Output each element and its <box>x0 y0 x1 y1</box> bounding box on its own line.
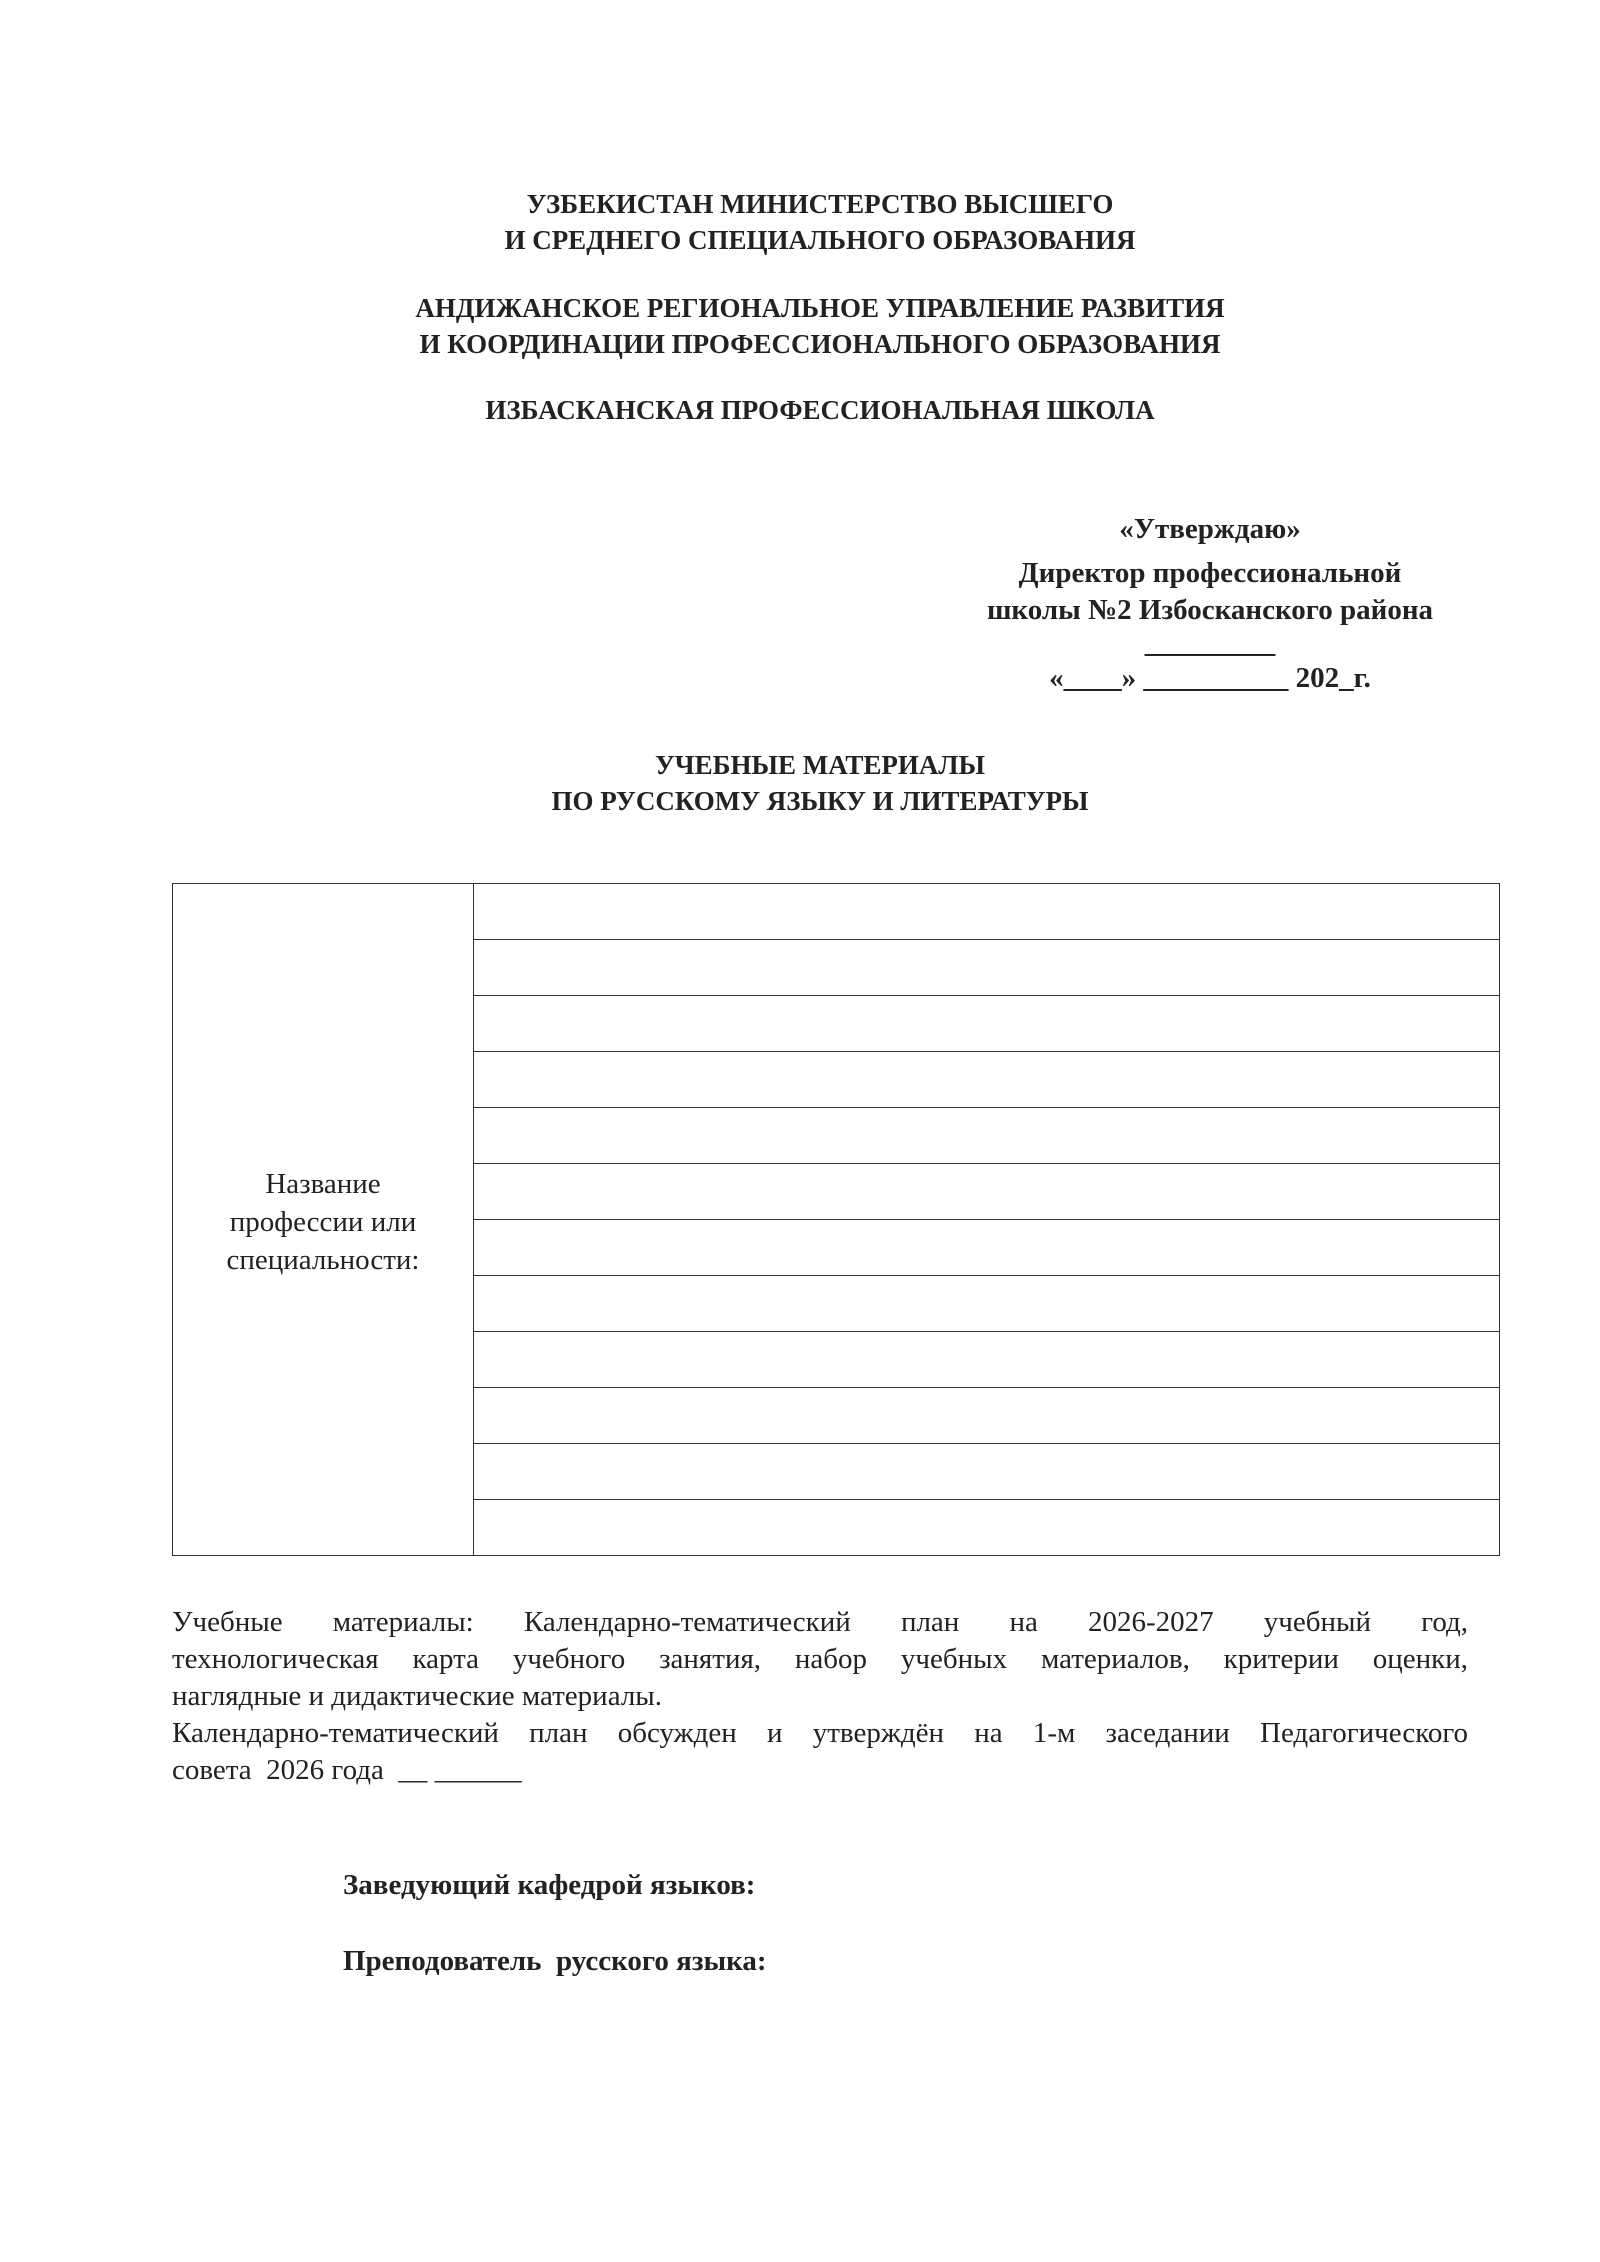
profession-entry-cell <box>474 1388 1500 1444</box>
title-line-2: ПО РУССКОМУ ЯЗЫКУ И ЛИТЕРАТУРЫ <box>551 786 1089 816</box>
profession-entry-cell <box>474 1052 1500 1108</box>
profession-entry-cell <box>474 996 1500 1052</box>
profession-table <box>172 883 1500 1556</box>
school-name: ИЗБАСКАНСКАЯ ПРОФЕССИОНАЛЬНАЯ ШКОЛА <box>485 395 1155 425</box>
profession-label-line-1: Название <box>265 1167 381 1200</box>
department-line-1: АНДИЖАНСКОЕ РЕГИОНАЛЬНОЕ УПРАВЛЕНИЕ РАЗВИТИЯ <box>415 293 1225 323</box>
ministry-line-2: И СРЕДНЕГО СПЕЦИАЛЬНОГО ОБРАЗОВАНИЯ <box>504 225 1136 255</box>
paragraph-line: технологическая карта учебного занятия, набор учебных материалов, критерии оценки, <box>172 1643 1468 1675</box>
approval-date-line: «____» __________ 202_г. <box>1049 662 1371 694</box>
head-of-department-signature: Заведующий кафедрой языков: <box>343 1869 756 1901</box>
profession-entry-cell <box>474 1332 1500 1388</box>
profession-label-line-3: специальности: <box>226 1243 420 1276</box>
paragraph-line: наглядные и дидактические материалы. <box>172 1680 663 1712</box>
approval-position-line-2: школы №2 Избосканского района <box>986 594 1434 626</box>
ministry-header <box>0 186 1600 258</box>
paragraph-line: Календарно-тематический план обсужден и утверждён на 1-м заседании Педагогического <box>172 1717 1468 1749</box>
approval-position-line-1: Директор профессиональной <box>1018 557 1402 589</box>
approve-word: «Утверждаю» <box>1119 513 1301 545</box>
title-line-1: УЧЕБНЫЕ МАТЕРИАЛЫ <box>654 750 985 780</box>
ministry-line-1: УЗБЕКИСТАН МИНИСТЕРСТВО ВЫСШЕГО <box>526 189 1114 219</box>
profession-entry-cell <box>474 1276 1500 1332</box>
profession-entry-cell <box>474 884 1500 940</box>
table-row <box>173 884 1500 940</box>
profession-entry-cell <box>474 1220 1500 1276</box>
materials-description <box>172 1604 1468 1789</box>
paragraph-line: совета 2026 года __ ______ <box>172 1754 522 1786</box>
school-header <box>0 392 1600 428</box>
profession-label-line-2: профессии или <box>229 1205 417 1238</box>
department-header <box>0 290 1600 362</box>
paragraph-line: Учебные материалы: Календарно-тематический план на 2026-2027 учебный год, <box>172 1606 1468 1638</box>
profession-entry-cell <box>474 1444 1500 1500</box>
profession-entry-cell <box>474 1108 1500 1164</box>
profession-entry-cell <box>474 1164 1500 1220</box>
department-line-2: И КООРДИНАЦИИ ПРОФЕССИОНАЛЬНОГО ОБРАЗОВАНИЯ <box>419 329 1221 359</box>
profession-label-cell <box>173 884 474 1556</box>
teacher-signature: Преподователь русского языка: <box>343 1945 767 1977</box>
approval-block <box>900 511 1520 697</box>
profession-entry-cell <box>474 940 1500 996</box>
profession-entry-cell <box>474 1500 1500 1556</box>
document-title <box>0 747 1600 819</box>
approval-signature-blank: _________ <box>1144 627 1276 659</box>
